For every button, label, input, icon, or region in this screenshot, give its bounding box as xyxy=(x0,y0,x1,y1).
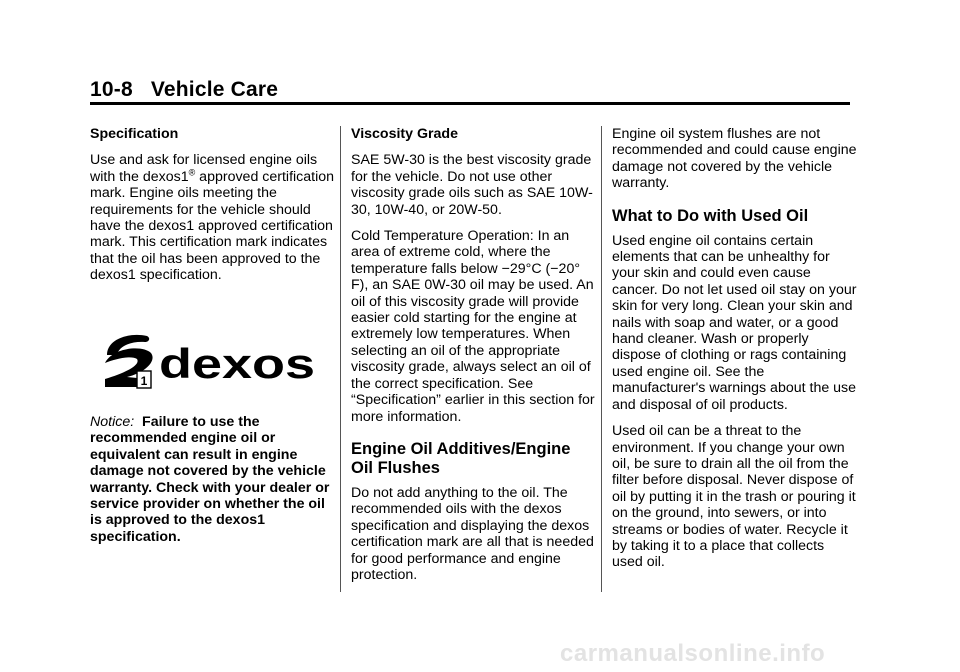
spec-text-b: approved certification mark. Engine oils meeting the requirements for the vehicle should have the dexos1 approved certification mark. This certification mark indicates that the oil has been approved to the dexos1 specification. xyxy=(90,168,335,284)
page-header xyxy=(90,78,278,102)
logo-wordmark: dexos xyxy=(159,340,315,387)
registered-mark: ® xyxy=(188,167,196,178)
page-number: 10-8 xyxy=(90,78,133,101)
logo-digit: 1 xyxy=(140,374,148,388)
notice-label: Notice: xyxy=(90,414,135,430)
column-divider xyxy=(340,126,341,592)
additives-heading: Engine Oil Additives/Engine Oil Flushes xyxy=(351,439,571,477)
cold-temperature-paragraph: Cold Temperature Operation: In an area of extreme cold, where the temperature falls below −29°C (−20° F), an SAE 0W-30 oil may be used. An oil of this viscosity grade will provide easier cold starting for the engine at extremely low temperatures. When selecting an oil of the appropriate viscosity grade, always select an oil of the correct specification. See “Specification” earlier in this section for more information. xyxy=(351,228,595,425)
notice-text: Failure to use the recommended engine oil or equivalent can result in engine damage not covered by the vehicle warranty. Check with your dealer or service provider on whether the oil is approved to the dexos1 specification. xyxy=(90,414,330,545)
column-divider xyxy=(601,126,602,592)
specification-paragraph xyxy=(90,152,335,283)
flushes-paragraph: Engine oil system flushes are not recommended and could cause engine damage not covered by the vehicle warranty. xyxy=(612,126,857,192)
watermark: carmanualsonline.info xyxy=(560,640,826,667)
column-2 xyxy=(351,126,596,593)
column-3 xyxy=(612,126,857,581)
used-oil-paragraph: Used engine oil contains certain elements that can be unhealthy for your skin and could even cause cancer. Do not let used oil stay on your skin for very long. Clean your skin and nails with soap and water, or a good hand cleaner. Wash or properly dispose of clothing or rags containing used engine oil. See the manufacturer's warnings about the use and disposal of oil products. xyxy=(612,232,857,413)
viscosity-heading: Viscosity Grade xyxy=(351,126,458,142)
used-oil-heading: What to Do with Used Oil xyxy=(612,206,809,225)
dexos-logo xyxy=(103,333,318,394)
column-1 xyxy=(90,126,335,294)
viscosity-paragraph: SAE 5W-30 is the best viscosity grade for the vehicle. Do not use other viscosity grade oils such as SAE 10W-30, 10W-40, or 20W-50. xyxy=(351,152,593,218)
environment-paragraph: Used oil can be a threat to the environment. If you change your own oil, be sure to drain all the oil from the filter before disposal. Never dispose of oil by putting it in the trash or pouring it on the ground, into sewers, or into streams or bodies of water. Recycle it by taking it to a place that collects used oil. xyxy=(612,423,856,571)
notice-block xyxy=(90,414,335,555)
header-rule xyxy=(90,102,850,105)
notice-paragraph xyxy=(90,414,335,545)
section-title: Vehicle Care xyxy=(150,78,279,101)
additives-paragraph: Do not add anything to the oil. The recommended oils with the dexos specification and displaying the dexos certification mark are all that is needed for good performance and engine protection. xyxy=(351,484,594,583)
specification-heading: Specification xyxy=(90,126,179,142)
spec-text-a: Use and ask for licensed engine oils with the dexos1 xyxy=(90,152,318,185)
